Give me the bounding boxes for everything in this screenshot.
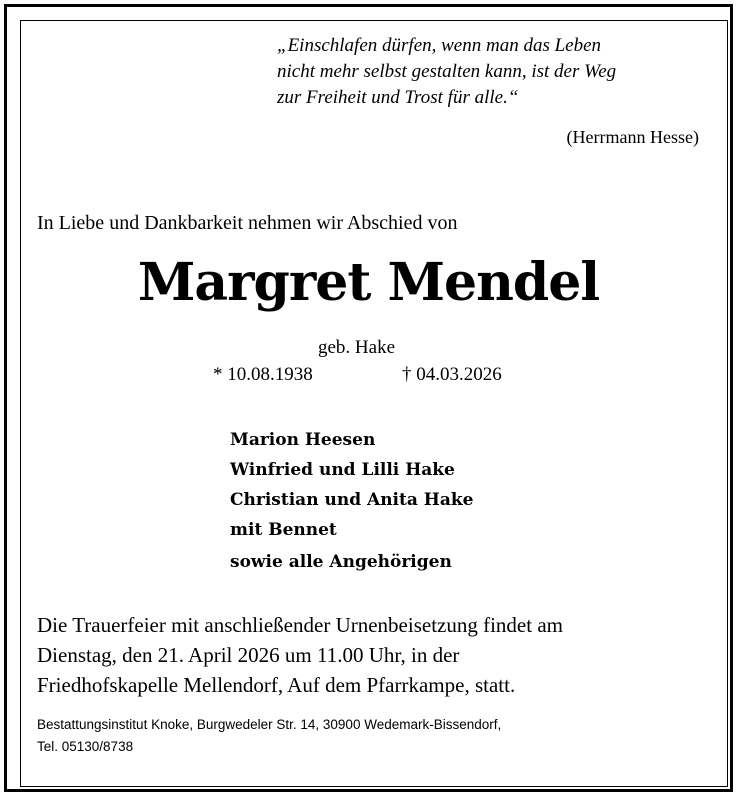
birth-date: * 10.08.1938 xyxy=(213,364,313,385)
ceremony-info xyxy=(37,610,697,700)
ceremony-line: Dienstag, den 21. April 2026 um 11.00 Uhr, in der xyxy=(37,643,460,667)
quote-line: zur Freiheit und Trost für alle.“ xyxy=(277,87,519,108)
mourner: mit Bennet xyxy=(230,520,337,540)
ceremony-line: Die Trauerfeier mit anschließender Urnenbeisetzung findet am xyxy=(37,613,563,637)
quote-line: „Einschlafen dürfen, wenn man das Leben xyxy=(277,35,602,56)
quote-author: (Herrmann Hesse) xyxy=(566,127,699,147)
quote-line: nicht mehr selbst gestalten kann, ist der Weg xyxy=(277,61,617,82)
quote xyxy=(277,33,717,111)
mourner: Christian und Anita Hake xyxy=(230,490,474,510)
mourner: Winfried und Lilli Hake xyxy=(230,460,455,480)
deceased-name: Margret Mendel xyxy=(137,252,600,313)
mourners-extra: sowie alle Angehörigen xyxy=(230,552,452,572)
birth-name: geb. Hake xyxy=(318,337,396,358)
intro-text: In Liebe und Dankbarkeit nehmen wir Abschied von xyxy=(37,212,458,234)
footer-line: Tel. 05130/8738 xyxy=(37,739,134,754)
ceremony-line: Friedhofskapelle Mellendorf, Auf dem Pfarrkampe, statt. xyxy=(37,673,516,697)
death-date: † 04.03.2026 xyxy=(402,364,502,385)
mourners-list xyxy=(230,425,473,545)
footer-line: Bestattungsinstitut Knoke, Burgwedeler Str. 14, 30900 Wedemark-Bissendorf, xyxy=(37,717,502,732)
funeral-home-info xyxy=(37,714,697,758)
mourner: Marion Heesen xyxy=(230,430,376,450)
